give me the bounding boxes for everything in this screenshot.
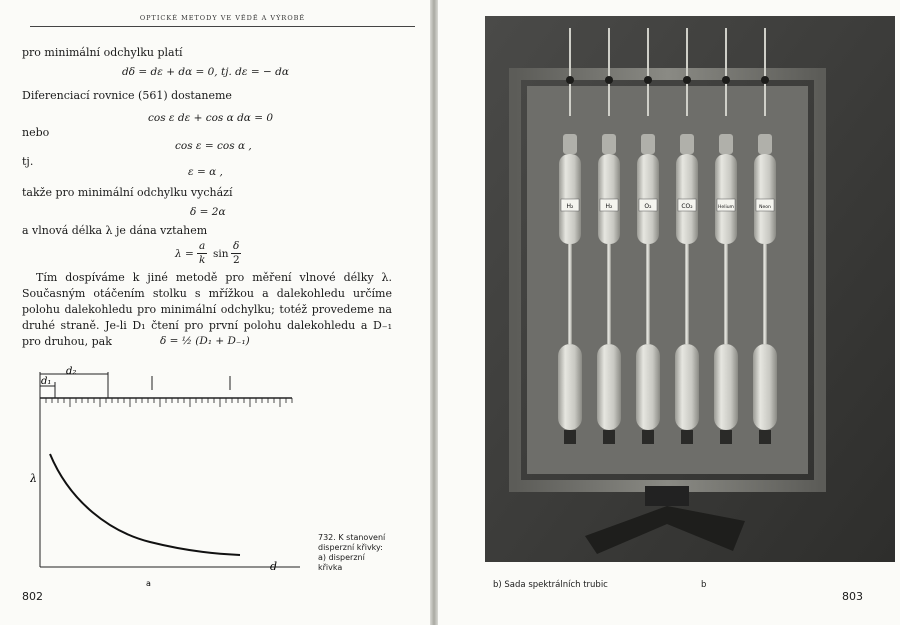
photo-label-b: b bbox=[701, 580, 707, 590]
label-a: a bbox=[146, 579, 151, 587]
spectral-tubes-photo bbox=[485, 16, 895, 562]
stand-column bbox=[645, 486, 689, 506]
text-line: tj. bbox=[22, 155, 34, 168]
text-line: nebo bbox=[22, 126, 50, 139]
running-header: OPTICKÉ METODY VE VĚDĚ A VÝROBĚ bbox=[30, 14, 415, 27]
label-lambda: λ bbox=[30, 472, 37, 485]
paragraph: Tím dospíváme k jiné metodě pro měření vlnové délky λ. Současným otáčením stolku s mřížkou a dalekohledu určíme polohu dalekohledu pro minimální odchylku; totéž provedeme na druhé straně. Je-li D₁ čtení pro první polohu dalekohledu a D₋₁ pro druhou, pak bbox=[22, 271, 392, 348]
left-page: OPTICKÉ METODY VE VĚDĚ A VÝROBĚ pro minimální odchylku platí dδ = dε + dα = 0, tj. dε = − dα Diferenciací rovnice (561) dostaneme cos ε dε + cos α dα = 0 nebo cos ε = cos α , tj. ε = α , takže pro minimální odchylku vychází δ = 2α a vlnová délka λ je dána vztahem λ = a k sin δ 2 Tím dospíváme k jiné metodě pro měření vlnové délky λ. Současným otáčením stolku s mřížkou a dalekohledu určíme polohu dalekohledu pro minimální odchylku; totéž provedeme na druhé straně. Je-li D₁ čtení pro první polohu dalekohledu a D₋₁ pro druhou, pak δ = ½ (D₁ + D₋₁) d₂ d₁ λ d a 732. K stanovení disperzní křivky: a) disperzní křivka 802 bbox=[0, 0, 432, 625]
tube-label: Neon bbox=[759, 205, 771, 210]
label-d2: d₂ bbox=[66, 366, 77, 377]
tube-label: O₂ bbox=[644, 203, 652, 210]
page-number: 803 bbox=[842, 590, 863, 603]
text-line: takže pro minimální odchylku vychází bbox=[22, 186, 233, 199]
label-d1: d₁ bbox=[41, 376, 52, 387]
photo-illustration bbox=[485, 16, 895, 562]
tube-label: H₂ bbox=[605, 203, 613, 210]
page-number: 802 bbox=[22, 590, 43, 603]
equation: cos ε = cos α , bbox=[175, 140, 252, 152]
text-line: a vlnová délka λ je dána vztahem bbox=[22, 224, 208, 237]
tube-label: CO₂ bbox=[681, 203, 693, 210]
equation: δ = 2α bbox=[190, 206, 226, 218]
text-line: Diferenciací rovnice (561) dostaneme bbox=[22, 89, 232, 102]
equation: ε = α , bbox=[188, 166, 223, 178]
right-page bbox=[438, 0, 900, 625]
photo-caption: b) Sada spektrálních trubic bbox=[493, 580, 608, 590]
scale-ticks bbox=[40, 398, 292, 407]
tube-label: Helium bbox=[718, 205, 734, 210]
equation: δ = ½ (D₁ + D₋₁) bbox=[160, 335, 250, 347]
equation: cos ε dε + cos α dα = 0 bbox=[148, 112, 274, 124]
dispersion-curve bbox=[50, 454, 240, 555]
equation: dδ = dε + dα = 0, tj. dε = − dα bbox=[122, 66, 289, 78]
tube-label: H₂ bbox=[566, 203, 574, 210]
book-gutter bbox=[430, 0, 438, 625]
label-d: d bbox=[270, 560, 278, 573]
text-line: pro minimální odchylku platí bbox=[22, 46, 183, 59]
figure-caption: 732. K stanovení disperzní křivky: a) disperzní křivka bbox=[318, 533, 386, 572]
